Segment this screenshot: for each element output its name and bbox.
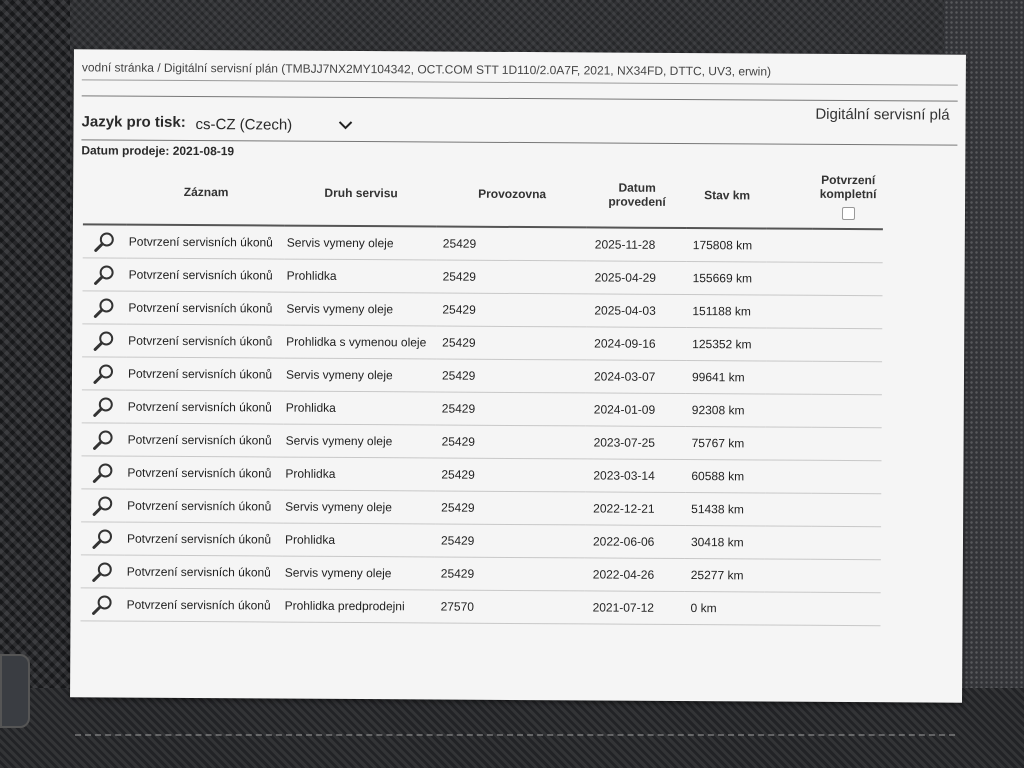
magnifier-icon-cell[interactable] [80, 588, 124, 621]
table-row [83, 224, 883, 262]
cell-date: 2022-06-06 [585, 525, 685, 559]
cell-date: 2024-09-16 [586, 327, 686, 361]
magnifier-icon[interactable] [93, 428, 115, 450]
cell-service-type: Servis vymeny oleje [284, 424, 436, 458]
header-mileage: Stav km [687, 163, 767, 228]
cell-service-type: Servis vymeny oleje [284, 292, 436, 326]
cell-mileage: 175808 km [687, 228, 767, 262]
magnifier-icon-cell[interactable] [81, 456, 125, 489]
seat-stitching [75, 734, 955, 738]
table-row [82, 291, 882, 329]
cell-workshop: 27570 [434, 590, 584, 624]
seat-buckle [0, 654, 30, 728]
cell-record: Potvrzení servisních úkonů [127, 258, 285, 292]
magnifier-icon[interactable] [92, 461, 114, 483]
table-row [81, 555, 881, 593]
seat-left-fabric [0, 0, 70, 768]
print-language-value: cs-CZ (Czech) [195, 116, 293, 134]
magnifier-icon-cell[interactable] [82, 423, 126, 456]
magnifier-icon-cell[interactable] [82, 291, 126, 324]
cell-mileage: 51438 km [685, 493, 765, 526]
magnifier-icon[interactable] [92, 593, 114, 615]
cell-service-type: Servis vymeny oleje [283, 490, 435, 524]
magnifier-icon-cell[interactable] [81, 555, 125, 588]
service-records-table [80, 159, 883, 626]
magnifier-icon-cell[interactable] [81, 522, 125, 555]
cell-complete [812, 361, 882, 394]
cell-mileage: 0 km [684, 592, 764, 625]
select-all-checkbox[interactable] [841, 206, 854, 219]
cell-workshop: 25429 [435, 557, 585, 591]
magnifier-icon[interactable] [92, 560, 114, 582]
magnifier-icon[interactable] [93, 296, 115, 318]
cell-spacer [766, 394, 812, 427]
cell-service-type: Prohlidka [284, 391, 436, 425]
cell-workshop: 25429 [437, 227, 587, 261]
magnifier-icon-cell[interactable] [81, 489, 125, 522]
print-language-label: Jazyk pro tisk: [81, 113, 186, 131]
table-row [80, 588, 880, 626]
cell-workshop: 25429 [436, 392, 586, 426]
breadcrumb: vodní stránka / Digitální servisní plán (TMBJJ7NX2MY104342, OCT.COM STT 1D110/2.0A7F, 2021, NX34FD, DTTC, UV3, erwin) [81, 60, 772, 79]
magnifier-icon[interactable] [93, 395, 115, 417]
cell-spacer [767, 229, 813, 263]
cell-spacer [766, 328, 812, 361]
cell-spacer [764, 592, 810, 625]
cell-record: Potvrzení servisních úkonů [124, 588, 282, 622]
printed-service-plan [70, 49, 966, 702]
cell-mileage: 92308 km [686, 394, 766, 427]
cell-record: Potvrzení servisních úkonů [125, 489, 283, 523]
table-row [81, 489, 881, 527]
header-spacer [767, 164, 813, 229]
cell-service-type: Prohlidka s vymenou oleje [284, 325, 436, 359]
cell-record: Potvrzení servisních úkonů [127, 225, 285, 259]
cell-spacer [765, 526, 811, 559]
cell-workshop: 25429 [435, 491, 585, 525]
cell-record: Potvrzení servisních úkonů [126, 291, 284, 325]
magnifier-icon-cell[interactable] [82, 324, 126, 357]
cell-workshop: 25429 [436, 326, 586, 360]
table-row [82, 324, 882, 362]
cell-complete [811, 526, 881, 559]
magnifier-icon[interactable] [92, 494, 114, 516]
cell-date: 2024-03-07 [586, 360, 686, 394]
divider [82, 95, 958, 101]
chevron-down-icon [337, 117, 353, 133]
cell-complete [810, 592, 880, 625]
cell-complete [812, 394, 882, 427]
header-workshop: Provozovna [437, 162, 587, 228]
cell-mileage: 30418 km [685, 526, 765, 559]
table-row [81, 522, 881, 560]
cell-date: 2023-03-14 [585, 459, 685, 493]
divider [82, 79, 958, 85]
magnifier-icon-cell[interactable] [83, 224, 127, 258]
cell-record: Potvrzení servisních úkonů [125, 555, 283, 589]
print-language-select[interactable] [195, 116, 359, 135]
table-body [80, 224, 882, 625]
magnifier-icon[interactable] [94, 263, 116, 285]
header-date-line1: Datum [618, 180, 656, 195]
table-row [81, 456, 881, 494]
cell-workshop: 25429 [436, 359, 586, 393]
cell-spacer [766, 262, 812, 295]
cell-service-type: Servis vymeny oleje [283, 556, 435, 590]
header-complete [813, 164, 883, 229]
cell-date: 2025-04-03 [586, 294, 686, 328]
cell-service-type: Servis vymeny oleje [284, 358, 436, 392]
table-row [82, 423, 882, 461]
cell-record: Potvrzení servisních úkonů [126, 357, 284, 391]
cell-service-type: Prohlidka [283, 523, 435, 557]
cell-complete [811, 493, 881, 526]
sale-date-label: Datum prodeje: [81, 143, 170, 158]
table-row [82, 390, 882, 428]
header-icon-column [83, 159, 127, 224]
header-service-type: Druh servisu [285, 161, 437, 227]
header-record: Záznam [127, 160, 285, 226]
cell-complete [812, 262, 882, 295]
cell-date: 2023-07-25 [585, 426, 685, 460]
magnifier-icon-cell[interactable] [82, 390, 126, 423]
header-complete-line2: kompletní [819, 186, 877, 201]
cell-service-type: Servis vymeny oleje [285, 226, 437, 260]
header-date-line2: provedení [608, 194, 666, 209]
header-date [587, 162, 687, 228]
cell-complete [811, 559, 881, 592]
sale-date-value: 2021-08-19 [172, 143, 235, 159]
cell-spacer [765, 559, 811, 592]
cell-record: Potvrzení servisních úkonů [126, 423, 284, 457]
table-row [82, 357, 882, 395]
table-row [83, 258, 883, 296]
cell-date: 2021-07-12 [584, 591, 684, 625]
magnifier-icon[interactable] [93, 362, 115, 384]
cell-date: 2022-12-21 [585, 492, 685, 526]
cell-spacer [765, 427, 811, 460]
magnifier-icon[interactable] [94, 230, 116, 252]
cell-mileage: 75767 km [685, 427, 765, 460]
cell-service-type: Prohlidka [285, 259, 437, 293]
cell-mileage: 151188 km [686, 295, 766, 328]
cell-spacer [766, 295, 812, 328]
cell-spacer [765, 493, 811, 526]
cell-workshop: 25429 [435, 524, 585, 558]
cell-date: 2022-04-26 [585, 558, 685, 592]
cell-date: 2024-01-09 [586, 393, 686, 427]
cell-record: Potvrzení servisních úkonů [125, 456, 283, 490]
cell-mileage: 99641 km [686, 361, 766, 394]
cell-service-type: Prohlidka [283, 457, 435, 491]
magnifier-icon[interactable] [93, 329, 115, 351]
magnifier-icon-cell[interactable] [82, 357, 126, 390]
cell-complete [812, 328, 882, 361]
cell-workshop: 25429 [437, 260, 587, 294]
cell-workshop: 25429 [435, 458, 585, 492]
cell-spacer [765, 460, 811, 493]
cell-date: 2025-11-28 [587, 227, 687, 261]
cell-workshop: 25429 [435, 425, 585, 459]
cell-record: Potvrzení servisních úkonů [126, 390, 284, 424]
magnifier-icon[interactable] [92, 527, 114, 549]
document-title: Digitální servisní plá [815, 105, 950, 124]
cell-workshop: 25429 [436, 293, 586, 327]
cell-record: Potvrzení servisních úkonů [126, 324, 284, 358]
cell-complete [811, 460, 881, 493]
cell-spacer [766, 361, 812, 394]
table-header-row [83, 159, 883, 229]
cell-service-type: Prohlidka predprodejni [282, 589, 434, 623]
header-complete-line1: Potvrzení [821, 172, 876, 187]
cell-complete [811, 427, 881, 460]
cell-mileage: 60588 km [685, 460, 765, 493]
cell-date: 2025-04-29 [587, 261, 687, 295]
cell-mileage: 125352 km [686, 328, 766, 361]
cell-complete [812, 295, 882, 328]
cell-record: Potvrzení servisních úkonů [125, 522, 283, 556]
cell-complete [813, 229, 883, 263]
sale-date [81, 143, 234, 158]
cell-mileage: 155669 km [687, 262, 767, 295]
cell-mileage: 25277 km [685, 559, 765, 592]
magnifier-icon-cell[interactable] [83, 258, 127, 291]
